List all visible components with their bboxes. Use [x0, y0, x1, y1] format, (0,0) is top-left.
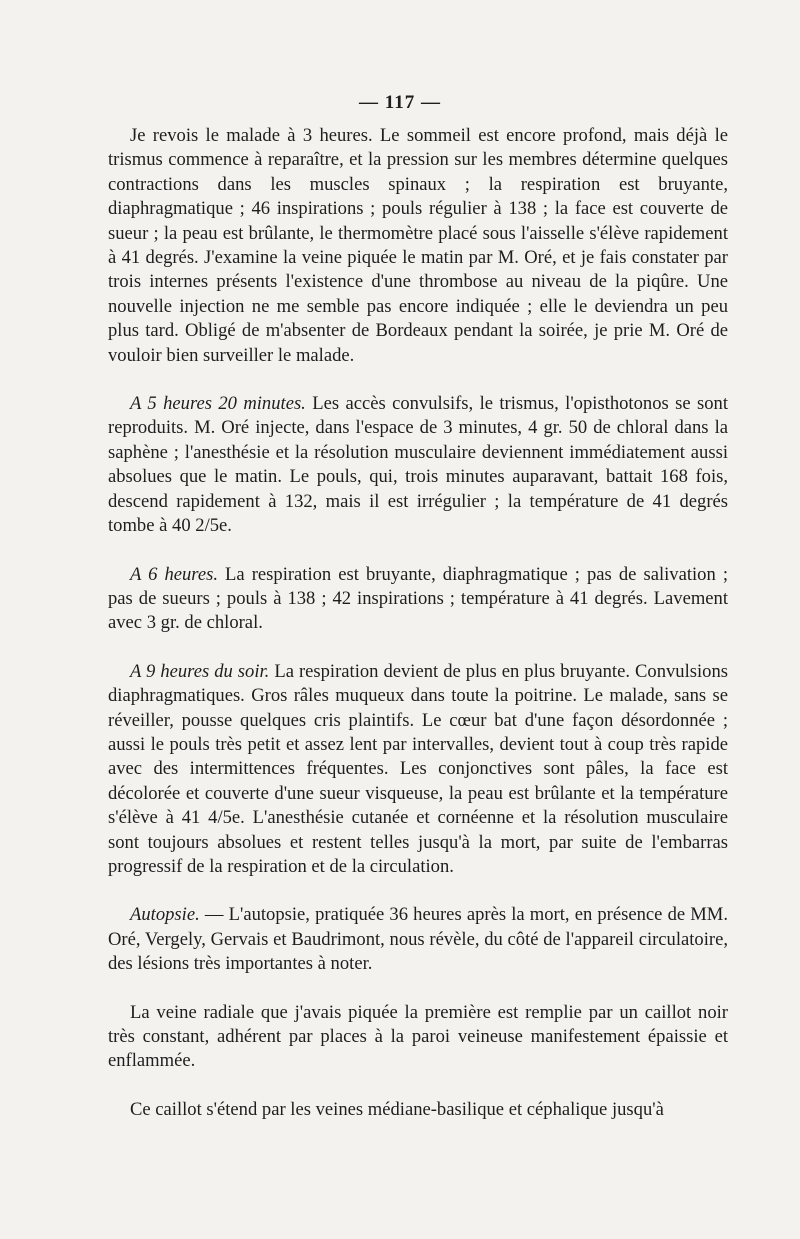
paragraph-5	[108, 903, 728, 976]
paragraph-5-text: — L'autopsie, pratiquée 36 heures après la mort, en présence de MM. Oré, Vergely, Gervais et Baudrimont, nous révèle, du côté de l'appareil circulatoire, des lésions très importantes à noter.	[108, 904, 728, 975]
paragraph-1-text: Je revois le malade à 3 heures. Le sommeil est encore profond, mais déjà le trismus commence à reparaître, et la pression sur les membres détermine quelques contractions dans les muscles spinaux ; la respiration est bruyante, diaphragmatique ; 46 inspirations ; pouls régulier à 138 ; la face est couverte de sueur ; la peau est brûlante, le thermomètre placé sous l'aisselle s'élève rapidement à 41 degrés. J'examine la veine piquée le matin par M. Oré, et je fais constater par trois internes présents l'existence d'une thrombose au niveau de la piqûre. Une nouvelle injection ne me semble pas encore indiquée ; elle le deviendra un peu plus tard. Obligé de m'absenter de Bordeaux pendant la soirée, je prie M. Oré de vouloir bien surveiller le malade.	[108, 125, 728, 366]
paragraph-6	[108, 1001, 728, 1074]
paragraph-4	[108, 660, 728, 880]
body-text	[108, 124, 728, 1122]
paragraph-3-lead: A 6 heures.	[130, 563, 218, 585]
paragraph-6-text: La veine radiale que j'avais piquée la première est remplie par un caillot noir très constant, adhérent par places à la paroi veineuse manifestement épaissie et enflammée.	[108, 1001, 728, 1072]
paragraph-7	[108, 1098, 728, 1122]
paragraph-2-lead: A 5 heures 20 minutes.	[130, 393, 306, 415]
paragraph-1	[108, 124, 728, 368]
paragraph-2	[108, 392, 728, 538]
paragraph-5-lead: Autopsie.	[130, 904, 200, 926]
paragraph-4-text: La respiration devient de plus en plus bruyante. Convulsions diaphragmatiques. Gros râles muqueux dans toute la poitrine. Le malade, sans se réveiller, pousse quelques cris plaintifs. Le cœur bat d'une façon désordonnée ; aussi le pouls très petit et assez lent par intervalles, devient tout à coup très rapide avec des intermittences fréquentes. Les conjonctives sont pâles, la face est décolorée et couverte d'une sueur visqueuse, la peau est brûlante et la température s'élève à 41 4/5e. L'anesthésie cutanée et cornéenne et la résolution musculaire sont toujours absolues et restent telles jusqu'à la mort, par suite de l'embarras progressif de la respiration et de la circulation.	[108, 660, 728, 877]
paragraph-7-text: Ce caillot s'étend par les veines médiane-basilique et céphalique jusqu'à	[130, 1098, 664, 1120]
paragraph-3	[108, 563, 728, 636]
paragraph-4-lead: A 9 heures du soir.	[130, 660, 270, 682]
paragraph-3-text: La respiration est bruyante, diaphragmatique ; pas de salivation ; pas de sueurs ; pouls à 138 ; 42 inspirations ; température à 41 degrés. Lavement avec 3 gr. de chloral.	[108, 563, 728, 634]
paragraph-2-text: Les accès convulsifs, le trismus, l'opisthotonos se sont reproduits. M. Oré injecte, dans l'espace de 3 minutes, 4 gr. 50 de chloral dans la saphène ; l'anesthésie et la résolution musculaire deviennent immédiatement aussi absolues que le matin. Le pouls, qui, trois minutes auparavant, battait 168 fois, descend rapidement à 132, mais il est irrégulier ; la température de 41 degrés tombe à 40 2/5e.	[108, 393, 728, 537]
page-number: — 117 —	[359, 92, 441, 113]
